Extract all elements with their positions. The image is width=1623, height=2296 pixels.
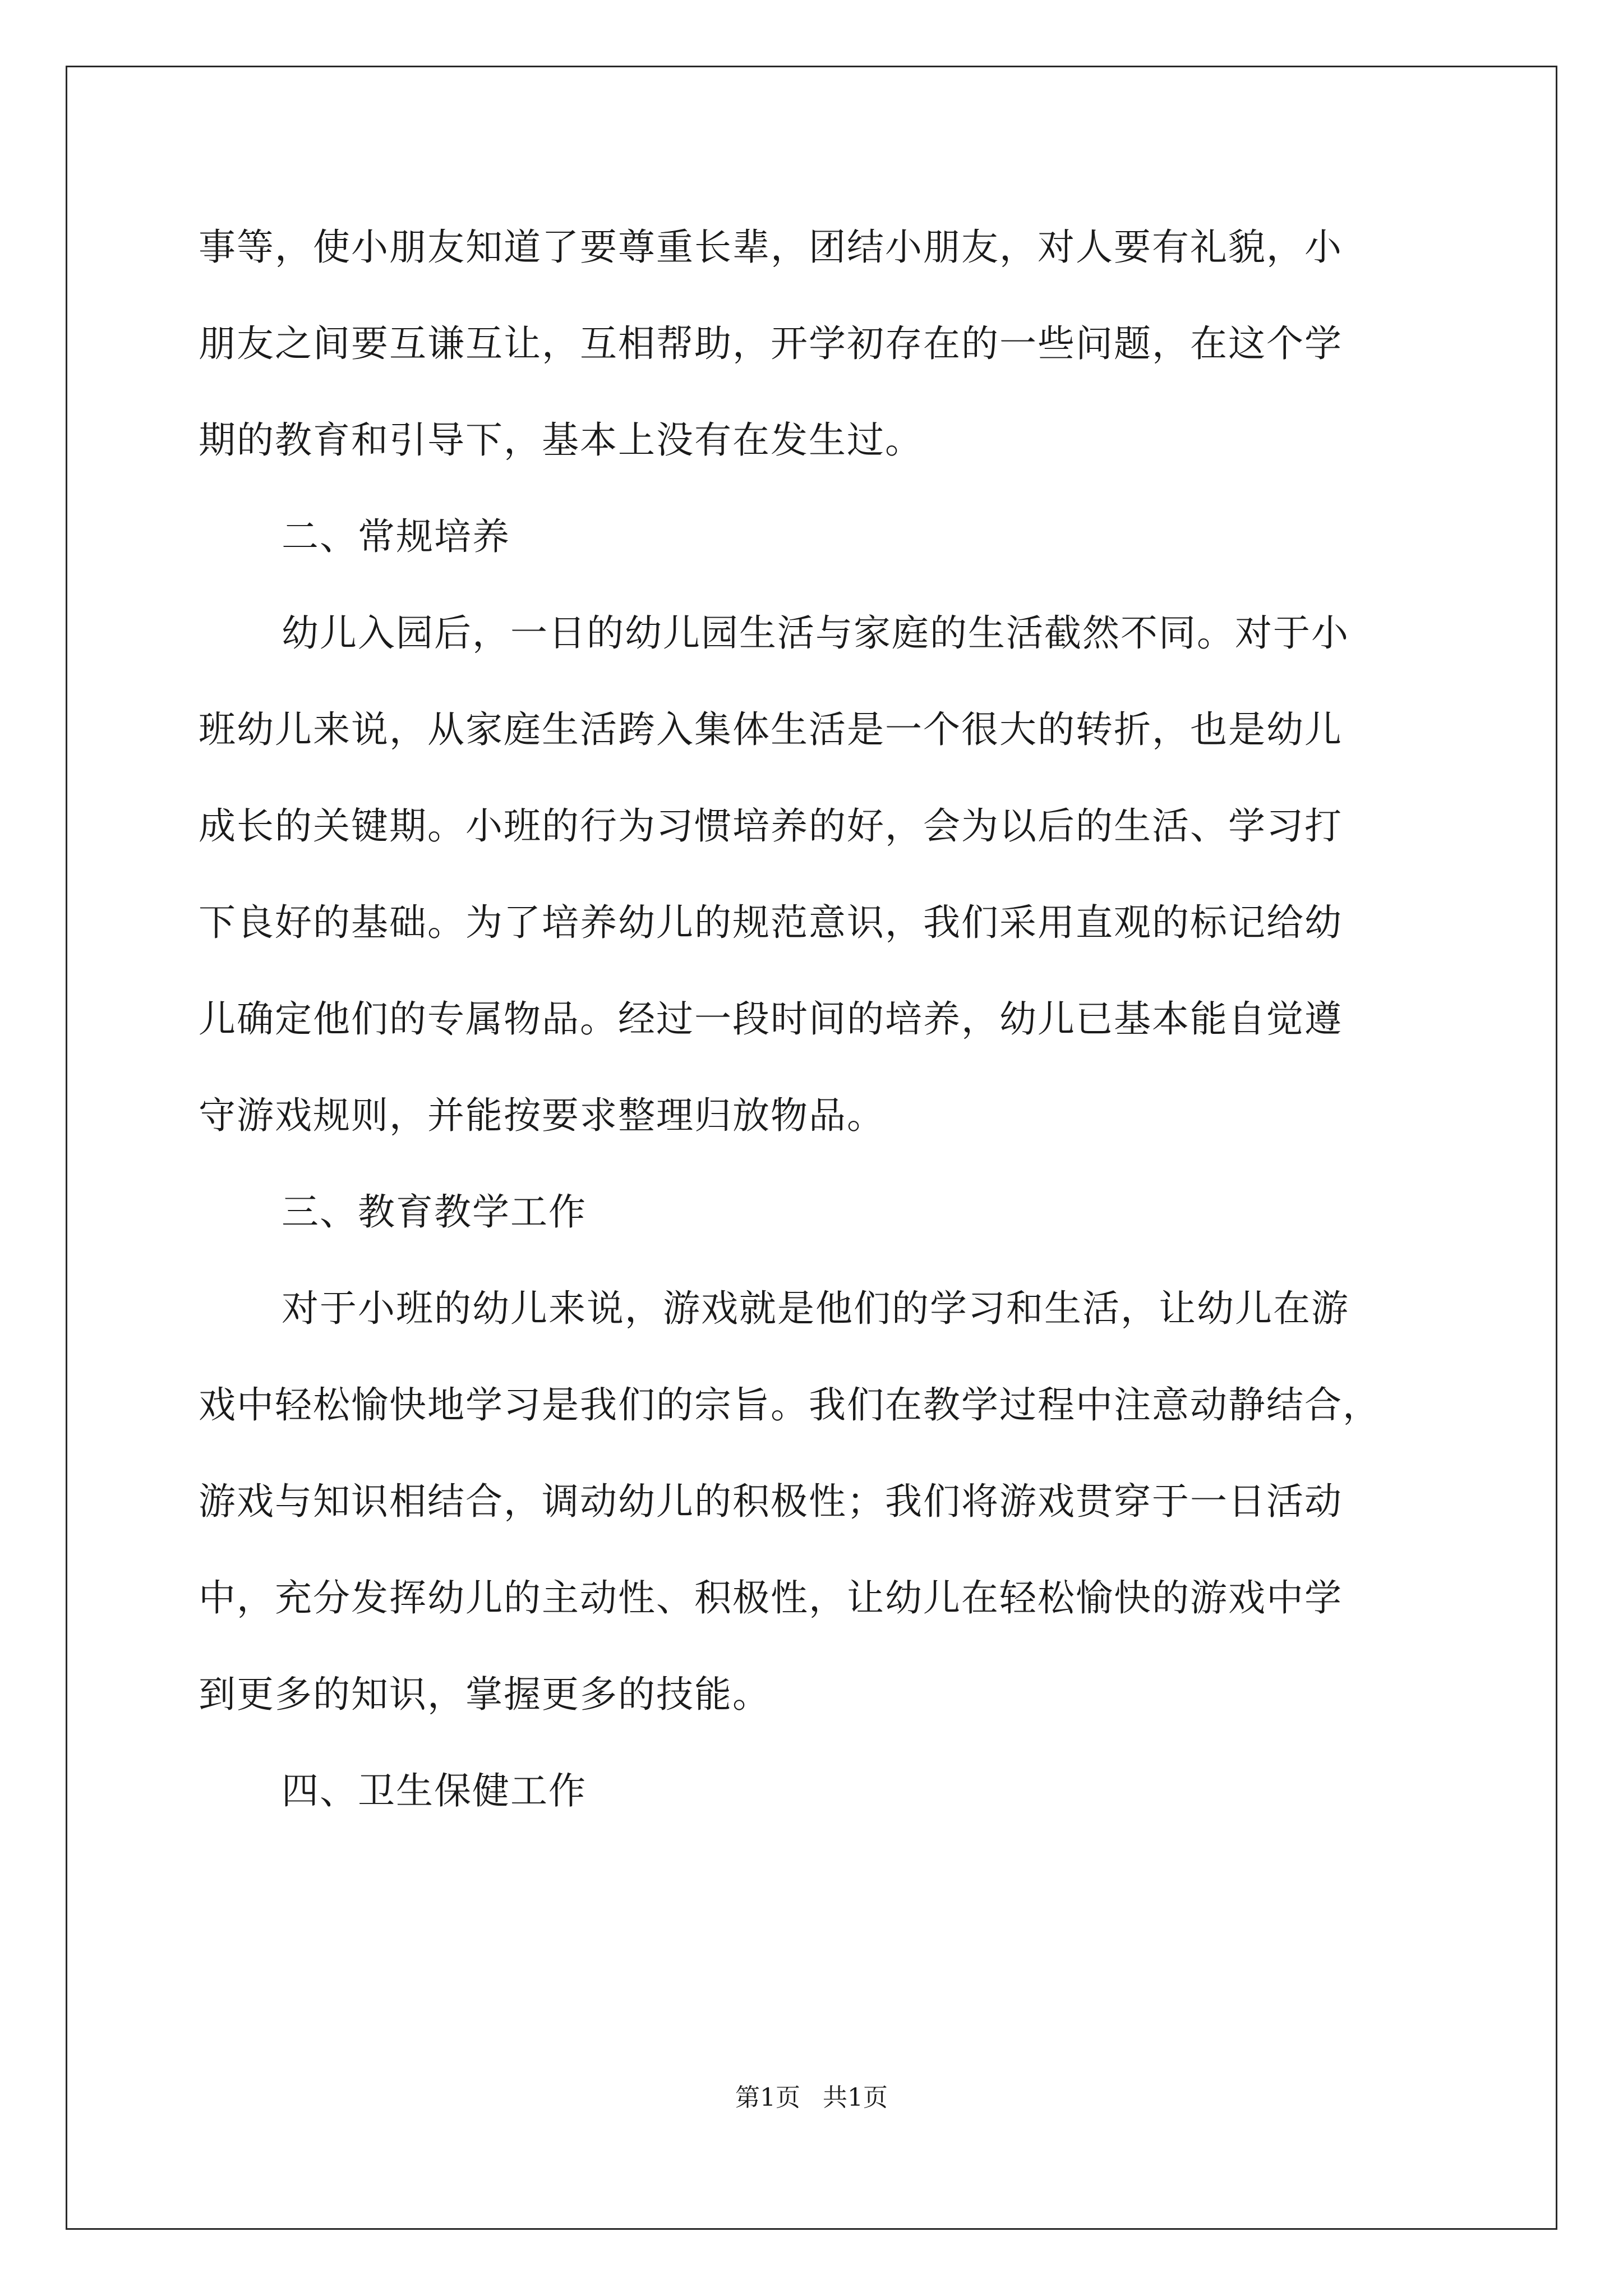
text-line: 下良好的基础。为了培养幼儿的规范意识，我们采用直观的标记给幼 (199, 901, 1343, 944)
text-line: 成长的关键期。小班的行为习惯培养的好，会为以后的生活、学习打 (199, 804, 1343, 848)
page-footer (0, 2081, 1623, 2115)
text-line: 班幼儿来说，从家庭生活跨入集体生活是一个很大的转折，也是幼儿 (199, 708, 1343, 751)
text-line: 游戏与知识相结合，调动幼儿的积极性；我们将游戏贯穿于一日活动 (199, 1480, 1343, 1523)
section-heading: 三、教育教学工作 (282, 1190, 587, 1234)
page-total: 共1页 (823, 2083, 888, 2112)
text-line: 儿确定他们的专属物品。经过一段时间的培养，幼儿已基本能自觉遵 (199, 997, 1343, 1041)
text-line: 守游戏规则，并能按要求整理归放物品。 (199, 1094, 885, 1137)
page-number: 第1页 (735, 2083, 800, 2112)
text-line: 事等，使小朋友知道了要尊重长辈，团结小朋友，对人要有礼貌，小 (199, 226, 1343, 269)
document-body (199, 199, 1432, 1839)
text-line: 朋友之间要互谦互让，互相帮助，开学初存在的一些问题，在这个学 (199, 322, 1343, 365)
text-line: 中，充分发挥幼儿的主动性、积极性，让幼儿在轻松愉快的游戏中学 (199, 1576, 1343, 1619)
section-heading: 二、常规培养 (282, 515, 510, 558)
text-line: 幼儿入园后，一日的幼儿园生活与家庭的生活截然不同。对于小 (282, 611, 1349, 655)
text-line: 到更多的知识，掌握更多的技能。 (199, 1673, 771, 1716)
text-line: 对于小班的幼儿来说，游戏就是他们的学习和生活，让幼儿在游 (282, 1287, 1349, 1330)
text-line: 戏中轻松愉快地学习是我们的宗旨。我们在教学过程中注意动静结合， (199, 1383, 1381, 1427)
section-heading: 四、卫生保健工作 (282, 1769, 587, 1812)
text-line: 期的教育和引导下，基本上没有在发生过。 (199, 418, 923, 462)
